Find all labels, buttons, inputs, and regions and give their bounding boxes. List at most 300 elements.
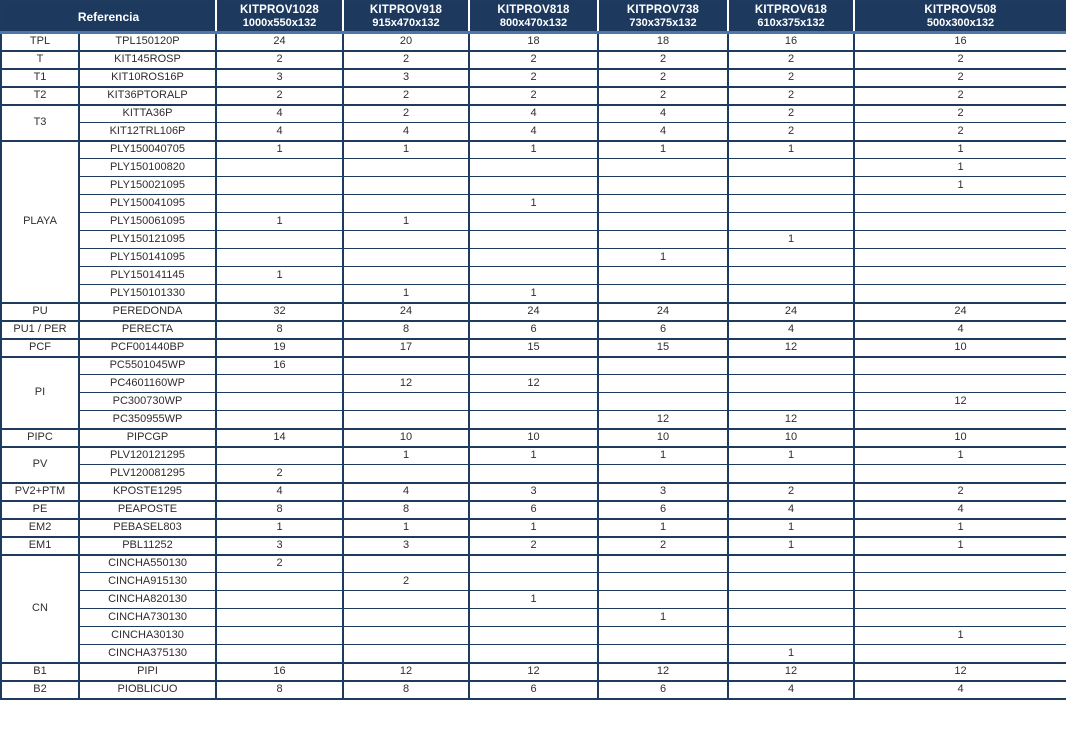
- quantity-cell: [343, 231, 469, 249]
- reference-cell: CINCHA730130: [79, 609, 216, 627]
- quantity-cell: [469, 393, 598, 411]
- quantity-cell: 12: [854, 393, 1066, 411]
- table-header: [1, 1, 1066, 33]
- quantity-cell: 17: [343, 339, 469, 357]
- quantity-cell: 2: [343, 51, 469, 69]
- quantity-cell: 1: [854, 627, 1066, 645]
- table-row: [1, 195, 1066, 213]
- quantity-cell: [469, 159, 598, 177]
- quantity-cell: 2: [854, 483, 1066, 501]
- quantity-cell: 4: [854, 681, 1066, 699]
- reference-cell: PLY150040705: [79, 141, 216, 159]
- quantity-cell: [343, 177, 469, 195]
- quantity-cell: [216, 627, 343, 645]
- quantity-cell: [854, 573, 1066, 591]
- table-row: [1, 159, 1066, 177]
- quantity-cell: 1: [343, 285, 469, 303]
- reference-cell: TPL150120P: [79, 33, 216, 51]
- quantity-cell: 2: [854, 69, 1066, 87]
- quantity-cell: 4: [216, 483, 343, 501]
- reference-cell: KIT36PTORALP: [79, 87, 216, 105]
- table-row: [1, 321, 1066, 339]
- quantity-cell: [469, 177, 598, 195]
- category-cell: PU: [1, 303, 79, 321]
- reference-cell: PIPI: [79, 663, 216, 681]
- table-row: [1, 177, 1066, 195]
- quantity-cell: 1: [728, 519, 854, 537]
- quantity-cell: 1: [216, 141, 343, 159]
- category-cell: PI: [1, 357, 79, 429]
- quantity-cell: 1: [598, 447, 728, 465]
- quantity-cell: 16: [216, 357, 343, 375]
- quantity-cell: 14: [216, 429, 343, 447]
- reference-cell: PERECTA: [79, 321, 216, 339]
- category-cell: PV: [1, 447, 79, 483]
- quantity-cell: [728, 357, 854, 375]
- quantity-cell: 1: [854, 159, 1066, 177]
- quantity-cell: 1: [598, 141, 728, 159]
- table-row: [1, 627, 1066, 645]
- quantity-cell: [728, 393, 854, 411]
- quantity-cell: [343, 411, 469, 429]
- quantity-cell: 2: [343, 573, 469, 591]
- quantity-cell: 20: [343, 33, 469, 51]
- quantity-cell: [598, 573, 728, 591]
- category-cell: PV2+PTM: [1, 483, 79, 501]
- quantity-cell: 12: [728, 663, 854, 681]
- reference-cell: CINCHA30130: [79, 627, 216, 645]
- table-row: [1, 33, 1066, 51]
- quantity-cell: [343, 357, 469, 375]
- quantity-cell: 1: [728, 141, 854, 159]
- table-row: [1, 537, 1066, 555]
- kit-column-header: [598, 1, 728, 33]
- quantity-cell: [854, 609, 1066, 627]
- quantity-cell: [469, 465, 598, 483]
- quantity-cell: [854, 213, 1066, 231]
- quantity-cell: 8: [343, 681, 469, 699]
- reference-cell: PC5501045WP: [79, 357, 216, 375]
- quantity-cell: [728, 591, 854, 609]
- table-row: [1, 285, 1066, 303]
- quantity-cell: 4: [598, 123, 728, 141]
- quantity-cell: 2: [216, 555, 343, 573]
- quantity-cell: 18: [469, 33, 598, 51]
- table-row: [1, 519, 1066, 537]
- table-row: [1, 123, 1066, 141]
- reference-cell: PC350955WP: [79, 411, 216, 429]
- quantity-cell: 2: [469, 87, 598, 105]
- quantity-cell: [854, 231, 1066, 249]
- reference-cell: CINCHA550130: [79, 555, 216, 573]
- quantity-cell: [598, 645, 728, 663]
- quantity-cell: 1: [854, 519, 1066, 537]
- quantity-cell: [728, 195, 854, 213]
- quantity-cell: [343, 195, 469, 213]
- quantity-cell: 1: [343, 141, 469, 159]
- quantity-cell: 1: [598, 249, 728, 267]
- quantity-cell: 1: [216, 519, 343, 537]
- quantity-cell: [854, 591, 1066, 609]
- reference-cell: PLY150021095: [79, 177, 216, 195]
- referencia-header: Referencia: [1, 1, 216, 33]
- quantity-cell: 6: [598, 501, 728, 519]
- quantity-cell: [469, 573, 598, 591]
- quantity-cell: [216, 177, 343, 195]
- quantity-cell: 1: [598, 609, 728, 627]
- quantity-cell: 3: [598, 483, 728, 501]
- quantity-cell: [343, 159, 469, 177]
- kit-dimensions: 915x470x132: [372, 17, 440, 29]
- quantity-cell: 18: [598, 33, 728, 51]
- category-cell: T: [1, 51, 79, 69]
- table-row: [1, 663, 1066, 681]
- quantity-cell: [343, 591, 469, 609]
- quantity-cell: 2: [598, 537, 728, 555]
- quantity-cell: [598, 591, 728, 609]
- quantity-cell: [598, 213, 728, 231]
- table-row: [1, 357, 1066, 375]
- quantity-cell: [343, 249, 469, 267]
- quantity-cell: [469, 267, 598, 285]
- quantity-cell: [854, 465, 1066, 483]
- quantity-cell: [598, 375, 728, 393]
- kit-model-name: KITPROV508: [924, 4, 997, 16]
- quantity-cell: [343, 609, 469, 627]
- quantity-cell: 1: [343, 447, 469, 465]
- quantity-cell: [469, 213, 598, 231]
- quantity-cell: 10: [854, 429, 1066, 447]
- quantity-cell: 2: [216, 465, 343, 483]
- kit-model-name: KITPROV618: [754, 4, 828, 16]
- quantity-cell: 2: [469, 537, 598, 555]
- quantity-cell: [598, 177, 728, 195]
- quantity-cell: [854, 555, 1066, 573]
- quantity-cell: 1: [469, 519, 598, 537]
- quantity-cell: 1: [216, 267, 343, 285]
- quantity-cell: 2: [343, 105, 469, 123]
- quantity-cell: [598, 555, 728, 573]
- reference-cell: PLY150101330: [79, 285, 216, 303]
- quantity-cell: 12: [343, 663, 469, 681]
- quantity-cell: 1: [469, 141, 598, 159]
- quantity-cell: [469, 609, 598, 627]
- table-row: [1, 303, 1066, 321]
- table-row: [1, 447, 1066, 465]
- reference-cell: KITTA36P: [79, 105, 216, 123]
- quantity-cell: [854, 267, 1066, 285]
- quantity-cell: [728, 555, 854, 573]
- kit-column-header: [343, 1, 469, 33]
- reference-cell: PLY150141095: [79, 249, 216, 267]
- quantity-cell: [598, 465, 728, 483]
- reference-cell: KPOSTE1295: [79, 483, 216, 501]
- quantity-cell: 15: [598, 339, 728, 357]
- quantity-cell: [216, 393, 343, 411]
- quantity-cell: 1: [216, 213, 343, 231]
- quantity-cell: [728, 213, 854, 231]
- quantity-cell: 10: [469, 429, 598, 447]
- quantity-cell: [343, 465, 469, 483]
- quantity-cell: 12: [728, 339, 854, 357]
- reference-cell: PLY150061095: [79, 213, 216, 231]
- table-row: [1, 51, 1066, 69]
- reference-cell: PLV120121295: [79, 447, 216, 465]
- table-row: [1, 591, 1066, 609]
- table-row: [1, 393, 1066, 411]
- quantity-cell: [469, 249, 598, 267]
- kit-model-name: KITPROV738: [626, 4, 700, 16]
- quantity-cell: [728, 573, 854, 591]
- quantity-cell: 1: [343, 519, 469, 537]
- quantity-cell: [216, 375, 343, 393]
- quantity-cell: [728, 285, 854, 303]
- reference-cell: CINCHA375130: [79, 645, 216, 663]
- category-cell: PCF: [1, 339, 79, 357]
- quantity-cell: [854, 375, 1066, 393]
- quantity-cell: [728, 249, 854, 267]
- quantity-cell: 2: [216, 51, 343, 69]
- table-row: [1, 429, 1066, 447]
- quantity-cell: [854, 285, 1066, 303]
- quantity-cell: 2: [216, 87, 343, 105]
- quantity-cell: [469, 231, 598, 249]
- kit-model-name: KITPROV1028: [240, 4, 319, 16]
- quantity-cell: 2: [469, 51, 598, 69]
- quantity-cell: 12: [598, 411, 728, 429]
- quantity-cell: [728, 159, 854, 177]
- quantity-cell: 4: [728, 501, 854, 519]
- quantity-cell: 1: [728, 645, 854, 663]
- quantity-cell: [216, 159, 343, 177]
- quantity-cell: [216, 195, 343, 213]
- quantity-cell: 10: [343, 429, 469, 447]
- table-row: [1, 69, 1066, 87]
- quantity-cell: [343, 627, 469, 645]
- table-row: [1, 609, 1066, 627]
- table-row: [1, 105, 1066, 123]
- quantity-cell: 2: [854, 87, 1066, 105]
- table-body: [1, 33, 1066, 699]
- kit-model-name: KITPROV818: [497, 4, 570, 16]
- quantity-cell: 8: [343, 501, 469, 519]
- table-row: [1, 411, 1066, 429]
- quantity-cell: 1: [343, 213, 469, 231]
- reference-cell: PIPCGP: [79, 429, 216, 447]
- kit-model-name: KITPROV918: [369, 4, 443, 16]
- reference-cell: PIOBLICUO: [79, 681, 216, 699]
- quantity-cell: 4: [598, 105, 728, 123]
- quantity-cell: 2: [343, 87, 469, 105]
- quantity-cell: 3: [343, 69, 469, 87]
- quantity-cell: 4: [469, 105, 598, 123]
- quantity-cell: 8: [216, 321, 343, 339]
- table-row: [1, 267, 1066, 285]
- quantity-cell: 3: [216, 69, 343, 87]
- reference-cell: CINCHA820130: [79, 591, 216, 609]
- quantity-cell: [854, 357, 1066, 375]
- quantity-cell: 8: [216, 501, 343, 519]
- reference-cell: CINCHA915130: [79, 573, 216, 591]
- quantity-cell: 8: [343, 321, 469, 339]
- quantity-cell: 4: [216, 123, 343, 141]
- quantity-cell: [854, 645, 1066, 663]
- quantity-cell: 16: [216, 663, 343, 681]
- quantity-cell: [598, 627, 728, 645]
- reference-cell: PEBASEL803: [79, 519, 216, 537]
- quantity-cell: [216, 285, 343, 303]
- category-cell: EM1: [1, 537, 79, 555]
- category-cell: T3: [1, 105, 79, 141]
- quantity-cell: 1: [598, 519, 728, 537]
- quantity-cell: 24: [343, 303, 469, 321]
- quantity-cell: 10: [728, 429, 854, 447]
- quantity-cell: [728, 267, 854, 285]
- quantity-cell: 1: [854, 177, 1066, 195]
- table-row: [1, 249, 1066, 267]
- quantity-cell: 1: [728, 231, 854, 249]
- quantity-cell: 4: [343, 483, 469, 501]
- quantity-cell: 12: [598, 663, 728, 681]
- quantity-cell: 1: [854, 141, 1066, 159]
- category-cell: PU1 / PER: [1, 321, 79, 339]
- reference-cell: KIT12TRL106P: [79, 123, 216, 141]
- quantity-cell: 6: [598, 681, 728, 699]
- kit-dimensions: 610x375x132: [757, 17, 825, 29]
- quantity-cell: 2: [469, 69, 598, 87]
- quantity-cell: [598, 357, 728, 375]
- reference-cell: PLV120081295: [79, 465, 216, 483]
- table-row: [1, 681, 1066, 699]
- quantity-cell: 12: [469, 375, 598, 393]
- kit-dimensions: 730x375x132: [629, 17, 697, 29]
- kit-column-header: [216, 1, 343, 33]
- quantity-cell: 3: [469, 483, 598, 501]
- quantity-cell: 24: [469, 303, 598, 321]
- quantity-cell: 6: [469, 321, 598, 339]
- quantity-cell: 24: [598, 303, 728, 321]
- category-cell: TPL: [1, 33, 79, 51]
- category-cell: PLAYA: [1, 141, 79, 303]
- category-cell: T2: [1, 87, 79, 105]
- quantity-cell: 2: [854, 105, 1066, 123]
- reference-cell: PEAPOSTE: [79, 501, 216, 519]
- quantity-cell: [469, 627, 598, 645]
- quantity-cell: [598, 159, 728, 177]
- quantity-cell: 3: [343, 537, 469, 555]
- reference-cell: PC4601160WP: [79, 375, 216, 393]
- quantity-cell: [216, 645, 343, 663]
- quantity-cell: 2: [854, 123, 1066, 141]
- kit-dimensions: 500x300x132: [926, 17, 995, 29]
- category-cell: EM2: [1, 519, 79, 537]
- quantity-cell: [216, 447, 343, 465]
- quantity-cell: 2: [728, 87, 854, 105]
- quantity-cell: [469, 411, 598, 429]
- quantity-cell: [469, 357, 598, 375]
- quantity-cell: [854, 249, 1066, 267]
- reference-cell: PC300730WP: [79, 393, 216, 411]
- quantity-cell: 16: [854, 33, 1066, 51]
- quantity-cell: 4: [216, 105, 343, 123]
- quantity-cell: 1: [728, 537, 854, 555]
- kit-dimensions: 800x470x132: [499, 17, 568, 29]
- header-row: [1, 1, 1066, 33]
- reference-cell: PLY150100820: [79, 159, 216, 177]
- reference-cell: PCF001440BP: [79, 339, 216, 357]
- table-row: [1, 339, 1066, 357]
- quantity-cell: [728, 627, 854, 645]
- quantity-cell: 2: [728, 123, 854, 141]
- reference-cell: PBL11252: [79, 537, 216, 555]
- quantity-cell: 3: [216, 537, 343, 555]
- table-row: [1, 465, 1066, 483]
- quantity-cell: 32: [216, 303, 343, 321]
- quantity-cell: [216, 591, 343, 609]
- quantity-cell: [728, 177, 854, 195]
- quantity-cell: [598, 393, 728, 411]
- table-row: [1, 645, 1066, 663]
- quantity-cell: 10: [598, 429, 728, 447]
- reference-cell: KIT10ROS16P: [79, 69, 216, 87]
- quantity-cell: 12: [469, 663, 598, 681]
- table-row: [1, 87, 1066, 105]
- quantity-cell: [728, 375, 854, 393]
- quantity-cell: [216, 249, 343, 267]
- table-row: [1, 213, 1066, 231]
- quantity-cell: [854, 411, 1066, 429]
- quantity-cell: [728, 609, 854, 627]
- quantity-cell: [469, 555, 598, 573]
- quantity-cell: 12: [728, 411, 854, 429]
- quantity-cell: 4: [469, 123, 598, 141]
- table-row: [1, 573, 1066, 591]
- category-cell: PIPC: [1, 429, 79, 447]
- quantity-cell: 2: [598, 87, 728, 105]
- quantity-cell: 4: [854, 501, 1066, 519]
- quantity-cell: 2: [728, 483, 854, 501]
- reference-cell: KIT145ROSP: [79, 51, 216, 69]
- kit-dimensions: 1000x550x132: [242, 17, 317, 29]
- category-cell: T1: [1, 69, 79, 87]
- quantity-cell: 19: [216, 339, 343, 357]
- quantity-cell: 4: [728, 681, 854, 699]
- quantity-cell: [216, 573, 343, 591]
- quantity-cell: [343, 555, 469, 573]
- category-cell: CN: [1, 555, 79, 663]
- quantity-cell: [343, 645, 469, 663]
- kit-column-header: [469, 1, 598, 33]
- quantity-cell: 4: [343, 123, 469, 141]
- quantity-cell: 24: [854, 303, 1066, 321]
- reference-cell: PLY150041095: [79, 195, 216, 213]
- quantity-cell: 6: [598, 321, 728, 339]
- quantity-cell: 2: [728, 69, 854, 87]
- quantity-cell: [598, 231, 728, 249]
- quantity-cell: 2: [854, 51, 1066, 69]
- quantity-cell: 12: [854, 663, 1066, 681]
- quantity-cell: 1: [854, 447, 1066, 465]
- table-row: [1, 501, 1066, 519]
- quantity-cell: 1: [469, 195, 598, 213]
- quantity-cell: [216, 609, 343, 627]
- quantity-cell: 4: [854, 321, 1066, 339]
- quantity-cell: 6: [469, 681, 598, 699]
- kit-column-header: [854, 1, 1066, 33]
- quantity-cell: [343, 393, 469, 411]
- quantity-cell: 1: [469, 285, 598, 303]
- quantity-cell: 16: [728, 33, 854, 51]
